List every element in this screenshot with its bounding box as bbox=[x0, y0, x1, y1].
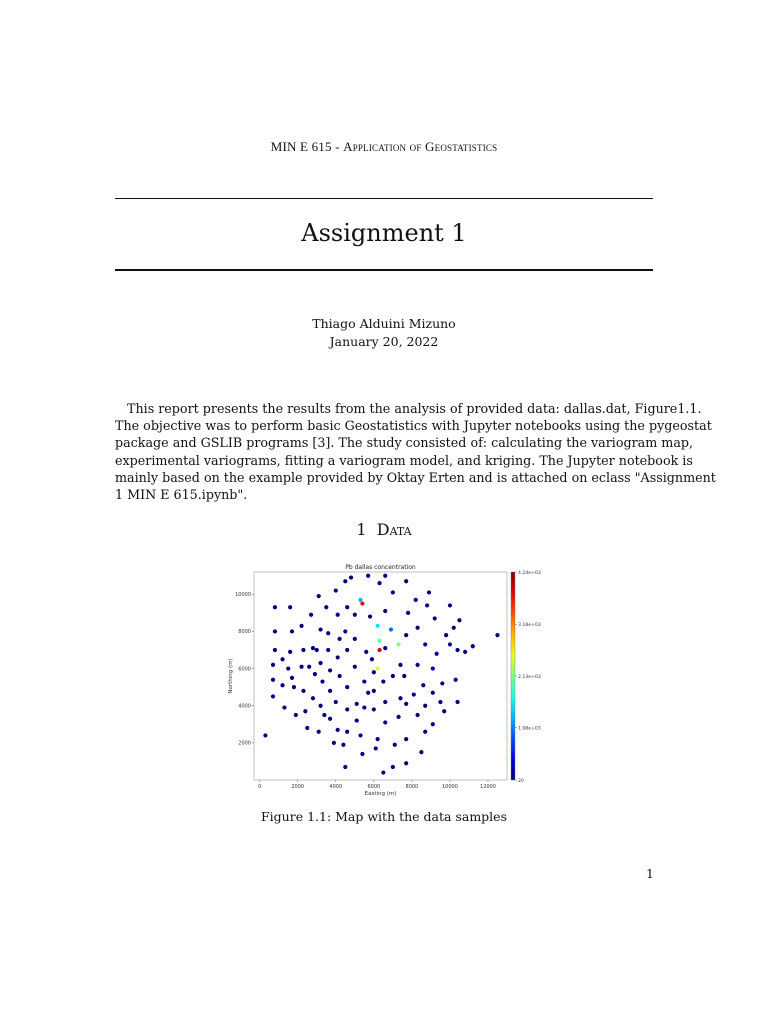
data-point bbox=[377, 639, 381, 643]
data-point bbox=[311, 696, 315, 700]
data-point bbox=[402, 674, 406, 678]
data-point bbox=[366, 574, 370, 578]
data-point bbox=[366, 691, 370, 695]
data-point bbox=[360, 752, 364, 756]
data-point bbox=[377, 581, 381, 585]
data-point bbox=[389, 627, 393, 631]
data-point bbox=[383, 574, 387, 578]
course-name: Application of Geostatistics bbox=[343, 139, 498, 154]
data-point bbox=[360, 601, 364, 605]
data-point bbox=[273, 648, 277, 652]
abstract-line: This report presents the results from the analysis of provided data: dallas.dat, Figure1.1. bbox=[127, 401, 702, 416]
data-point bbox=[393, 743, 397, 747]
data-point bbox=[301, 648, 305, 652]
data-point bbox=[292, 685, 296, 689]
scatter-chart bbox=[224, 560, 554, 800]
data-point bbox=[364, 650, 368, 654]
data-point bbox=[336, 728, 340, 732]
data-point bbox=[328, 717, 332, 721]
data-point bbox=[372, 670, 376, 674]
data-point bbox=[444, 633, 448, 637]
x-tick-label: 10000 bbox=[441, 784, 458, 790]
data-point bbox=[345, 605, 349, 609]
data-point bbox=[271, 694, 275, 698]
data-point bbox=[455, 648, 459, 652]
data-point bbox=[391, 765, 395, 769]
abstract-line: mainly based on the example provided by Oktay Erten and is attached on eclass "Assignment bbox=[115, 469, 716, 485]
x-axis-label: Easting (m) bbox=[364, 791, 397, 797]
data-point bbox=[326, 648, 330, 652]
data-point bbox=[355, 718, 359, 722]
data-point bbox=[404, 633, 408, 637]
data-point bbox=[309, 613, 313, 617]
data-point bbox=[421, 683, 425, 687]
course-code: MIN E 615 - bbox=[270, 139, 340, 154]
data-point bbox=[423, 704, 427, 708]
data-point bbox=[463, 650, 467, 654]
data-point bbox=[336, 655, 340, 659]
y-tick-label: 10000 bbox=[235, 592, 251, 599]
data-point bbox=[454, 678, 458, 682]
data-point bbox=[442, 709, 446, 713]
abstract-paragraph bbox=[115, 400, 716, 503]
section-heading bbox=[0, 520, 768, 539]
data-point bbox=[271, 678, 275, 682]
data-point bbox=[301, 689, 305, 693]
data-point bbox=[318, 627, 322, 631]
document-title: Assignment 1 bbox=[301, 219, 467, 247]
data-point bbox=[345, 685, 349, 689]
abstract-line: package and GSLIB programs [3]. The study consisted of: calculating the variogram map, bbox=[115, 435, 694, 451]
data-point bbox=[345, 648, 349, 652]
data-point bbox=[377, 648, 381, 652]
y-axis-label: Northing (m) bbox=[228, 658, 234, 694]
data-map-figure bbox=[224, 560, 554, 800]
data-point bbox=[345, 730, 349, 734]
data-point bbox=[355, 702, 359, 706]
data-point bbox=[383, 646, 387, 650]
x-tick-label: 4000 bbox=[329, 784, 343, 790]
data-point bbox=[328, 689, 332, 693]
data-point bbox=[383, 720, 387, 724]
x-tick-label: 2000 bbox=[291, 784, 305, 790]
data-point bbox=[415, 626, 419, 630]
data-point bbox=[372, 707, 376, 711]
data-point bbox=[341, 743, 345, 747]
data-point bbox=[343, 765, 347, 769]
data-point bbox=[286, 666, 290, 670]
data-point bbox=[358, 733, 362, 737]
data-point bbox=[353, 637, 357, 641]
data-point bbox=[406, 611, 410, 615]
x-tick-label: 0 bbox=[258, 784, 262, 790]
data-point bbox=[423, 642, 427, 646]
data-point bbox=[334, 700, 338, 704]
chart-title: Pb dallas concentration bbox=[345, 564, 416, 571]
data-point bbox=[391, 590, 395, 594]
data-point bbox=[431, 691, 435, 695]
data-point bbox=[425, 603, 429, 607]
data-point bbox=[404, 579, 408, 583]
data-point bbox=[273, 605, 277, 609]
data-point bbox=[324, 605, 328, 609]
data-point bbox=[328, 668, 332, 672]
data-point bbox=[372, 689, 376, 693]
data-point bbox=[317, 594, 321, 598]
data-point bbox=[376, 666, 380, 670]
data-point bbox=[358, 598, 362, 602]
data-point bbox=[294, 713, 298, 717]
title-rule-bottom bbox=[115, 269, 653, 271]
data-point bbox=[376, 624, 380, 628]
y-tick-label: 2000 bbox=[238, 740, 251, 747]
x-tick-label: 8000 bbox=[405, 784, 419, 790]
colorbar bbox=[511, 572, 515, 780]
data-point bbox=[349, 575, 353, 579]
data-point bbox=[311, 646, 315, 650]
data-point bbox=[317, 730, 321, 734]
colorbar-tick-label: 4.24e+03 bbox=[518, 570, 541, 576]
abstract-line: The objective was to perform basic Geostatistics with Jupyter notebooks using the pygeostat bbox=[115, 418, 712, 434]
data-point bbox=[353, 665, 357, 669]
x-tick-label: 6000 bbox=[367, 784, 381, 790]
data-point bbox=[318, 704, 322, 708]
x-tick-label: 12000 bbox=[480, 784, 496, 790]
data-point bbox=[338, 674, 342, 678]
colorbar-tick-label: 1.08e+03 bbox=[518, 726, 541, 732]
data-point bbox=[299, 665, 303, 669]
data-point bbox=[370, 657, 374, 661]
data-point bbox=[455, 700, 459, 704]
data-point bbox=[374, 746, 378, 750]
data-point bbox=[457, 618, 461, 622]
data-point bbox=[288, 605, 292, 609]
data-point bbox=[404, 761, 408, 765]
data-point bbox=[280, 657, 284, 661]
abstract-line: experimental variograms, fitting a variogram model, and kriging. The Jupyter notebook is bbox=[115, 452, 693, 468]
data-point bbox=[282, 705, 286, 709]
section-number: 1 bbox=[356, 520, 367, 539]
page-number: 1 bbox=[646, 866, 654, 881]
data-point bbox=[381, 770, 385, 774]
section-title: Data bbox=[376, 520, 412, 539]
data-point bbox=[404, 702, 408, 706]
data-point bbox=[322, 713, 326, 717]
data-point bbox=[376, 737, 380, 741]
data-point bbox=[435, 652, 439, 656]
data-point bbox=[273, 629, 277, 633]
data-point bbox=[334, 588, 338, 592]
data-point bbox=[338, 637, 342, 641]
colorbar-tick-label: 2.13e+03 bbox=[518, 674, 541, 680]
data-point bbox=[318, 661, 322, 665]
data-point bbox=[419, 750, 423, 754]
data-point bbox=[315, 648, 319, 652]
data-point bbox=[427, 590, 431, 594]
data-point bbox=[396, 715, 400, 719]
data-point bbox=[440, 681, 444, 685]
abstract-line: 1 MIN E 615.ipynb". bbox=[115, 487, 248, 503]
data-point bbox=[263, 733, 267, 737]
data-point bbox=[290, 676, 294, 680]
data-point bbox=[412, 692, 416, 696]
title-rule-top bbox=[115, 198, 653, 199]
data-point bbox=[305, 726, 309, 730]
data-point bbox=[448, 603, 452, 607]
data-point bbox=[433, 616, 437, 620]
data-point bbox=[290, 629, 294, 633]
figure-caption: Figure 1.1: Map with the data samples bbox=[261, 809, 507, 824]
data-point bbox=[448, 642, 452, 646]
data-point bbox=[381, 679, 385, 683]
data-point bbox=[326, 631, 330, 635]
data-point bbox=[383, 700, 387, 704]
y-tick-label: 8000 bbox=[238, 629, 251, 636]
data-point bbox=[398, 696, 402, 700]
data-point bbox=[438, 700, 442, 704]
data-point bbox=[343, 579, 347, 583]
data-point bbox=[336, 613, 340, 617]
data-point bbox=[452, 626, 456, 630]
data-point bbox=[320, 679, 324, 683]
data-point bbox=[368, 614, 372, 618]
data-point bbox=[280, 683, 284, 687]
data-point bbox=[398, 663, 402, 667]
data-point bbox=[495, 633, 499, 637]
data-point bbox=[383, 609, 387, 613]
document-date: January 20, 2022 bbox=[329, 334, 439, 349]
y-tick-label: 4000 bbox=[238, 703, 251, 710]
author-name: Thiago Alduini Mizuno bbox=[312, 316, 456, 331]
data-point bbox=[423, 730, 427, 734]
data-point bbox=[343, 629, 347, 633]
data-point bbox=[313, 672, 317, 676]
data-point bbox=[415, 663, 419, 667]
data-point bbox=[271, 663, 275, 667]
data-point bbox=[303, 709, 307, 713]
data-point bbox=[362, 705, 366, 709]
data-point bbox=[431, 666, 435, 670]
data-point bbox=[332, 741, 336, 745]
data-point bbox=[299, 624, 303, 628]
data-point bbox=[471, 644, 475, 648]
y-tick-label: 6000 bbox=[238, 666, 251, 673]
data-point bbox=[414, 598, 418, 602]
data-point bbox=[415, 713, 419, 717]
data-point bbox=[353, 613, 357, 617]
data-point bbox=[431, 722, 435, 726]
data-point bbox=[391, 674, 395, 678]
colorbar-tick-label: 3.18e+03 bbox=[518, 623, 541, 629]
course-header bbox=[0, 139, 768, 155]
data-point bbox=[307, 665, 311, 669]
data-point bbox=[288, 650, 292, 654]
data-point bbox=[345, 707, 349, 711]
colorbar-tick-label: 20 bbox=[518, 778, 524, 784]
data-point bbox=[404, 737, 408, 741]
data-point bbox=[362, 679, 366, 683]
data-point bbox=[396, 642, 400, 646]
